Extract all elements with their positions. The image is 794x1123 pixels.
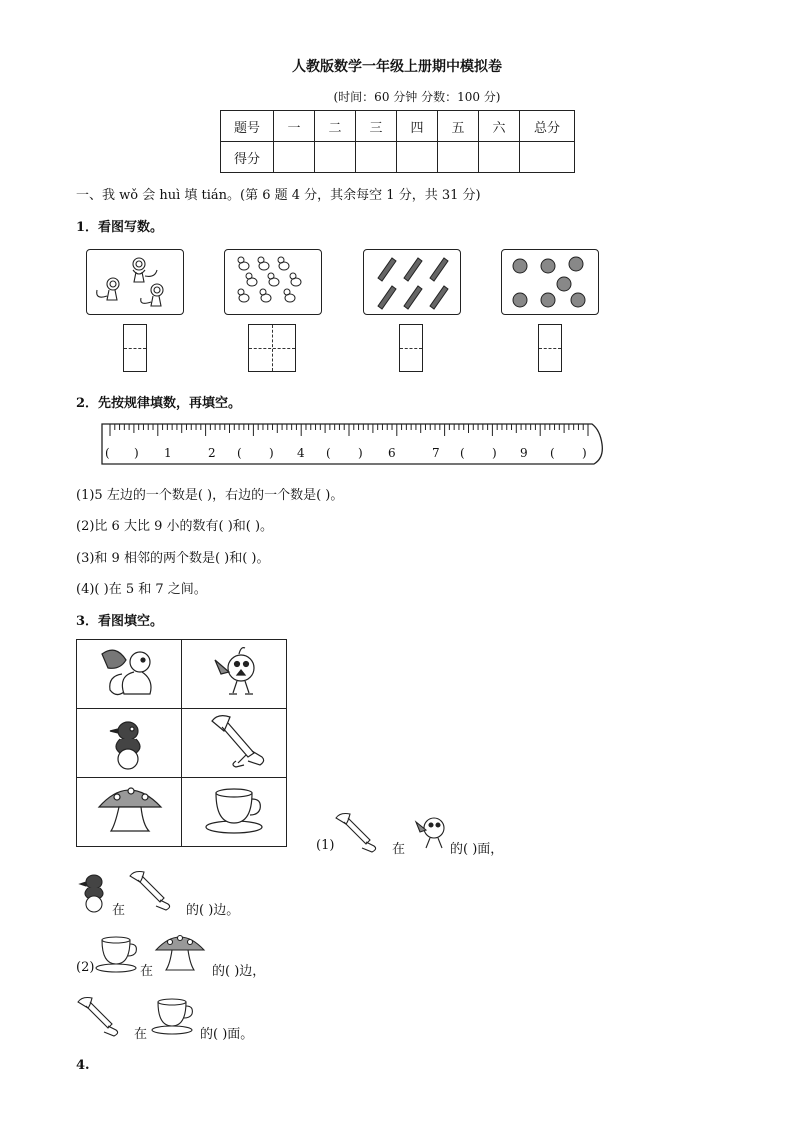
question-1-label: 1．看图写数。: [76, 220, 164, 235]
grid-cell-trumpet: [182, 709, 287, 778]
score-cell[interactable]: [356, 142, 397, 173]
question-2-part-3: (3)和 9 相邻的两个数是( )和( )。: [76, 551, 270, 566]
score-table: [220, 110, 575, 173]
ruler-label: 1: [164, 446, 172, 460]
chick-icon: [225, 250, 321, 314]
q3-part3-mid: 在: [140, 964, 154, 979]
ruler-label: ): [582, 446, 587, 460]
penguin-icon: [94, 713, 164, 769]
answer-cell-monkeys[interactable]: [123, 324, 147, 372]
score-cell[interactable]: [274, 142, 315, 173]
basketball-icon: [502, 250, 598, 314]
squirrel-icon: [94, 644, 164, 700]
score-row-label: 得分: [221, 142, 274, 173]
ruler-label: 2: [208, 446, 216, 460]
score-cell[interactable]: [438, 142, 479, 173]
q3-part1-prefix: (1): [316, 838, 335, 853]
penguin-icon: [76, 870, 112, 914]
question-4-label: 4.: [76, 1058, 90, 1073]
score-header-cell: 三: [356, 111, 397, 142]
grid-cell-squirrel: [77, 640, 182, 709]
answer-cell-basketballs[interactable]: [538, 324, 562, 372]
score-header-cell: 总分: [520, 111, 575, 142]
ruler-label: (: [105, 446, 110, 460]
trumpet-icon: [196, 711, 272, 771]
answer-cell-chicks[interactable]: [248, 324, 296, 372]
score-table-score-row: [221, 142, 575, 173]
ruler-label: ): [269, 446, 274, 460]
ruler-label: 9: [520, 446, 528, 460]
question-2-label: 2．先按规律填数，再填空。: [76, 396, 242, 411]
ruler-labels: [100, 446, 600, 462]
grid-cell-cup: [182, 778, 287, 847]
q3-part1-end: 的( )面，: [450, 842, 504, 857]
answer-cell-pencils[interactable]: [399, 324, 423, 372]
score-header-cell: 六: [479, 111, 520, 142]
page-title: 人教版数学一年级上册期中模拟卷: [292, 59, 502, 75]
q3-part4-mid: 在: [134, 1027, 148, 1042]
q3-part2-end: 的( )边。: [186, 903, 240, 918]
score-header-cell: 四: [397, 111, 438, 142]
q3-part3-prefix: (2): [76, 960, 95, 975]
basketballs-picture-box: [501, 249, 599, 315]
score-table-header-row: [221, 111, 575, 142]
ruler-label: ): [134, 446, 139, 460]
grid-cell-penguin: [77, 709, 182, 778]
cup-icon: [196, 781, 272, 839]
score-cell[interactable]: [520, 142, 575, 173]
bird-icon: [199, 644, 269, 700]
q3-part1-mid: 在: [392, 842, 406, 857]
question-2-part-1: (1)5 左边的一个数是( )，右边的一个数是( )。: [76, 488, 344, 503]
trumpet-icon: [128, 866, 188, 914]
grid-cell-mushroom: [77, 778, 182, 847]
question-2-part-2: (2)比 6 大比 9 小的数有( )和( )。: [76, 519, 274, 534]
ruler-label: (: [550, 446, 555, 460]
ruler-label: 4: [297, 446, 305, 460]
ruler-label: (: [237, 446, 242, 460]
cup-icon: [150, 996, 198, 1036]
section-heading: 一、我 wǒ 会 huì 填 tián。(第 6 题 4 分，其余每空 1 分，共 31 分): [76, 188, 481, 203]
cup-icon: [94, 934, 140, 974]
ruler-label: ): [492, 446, 497, 460]
score-cell[interactable]: [397, 142, 438, 173]
trumpet-icon: [334, 808, 392, 854]
monkeys-picture-box: [86, 249, 184, 315]
ruler-label: (: [460, 446, 465, 460]
trumpet-icon: [76, 992, 136, 1038]
question-3-label: 3．看图填空。: [76, 614, 164, 629]
score-header-cell: 五: [438, 111, 479, 142]
picture-grid: [76, 639, 287, 847]
score-header-cell: 题号: [221, 111, 274, 142]
score-header-cell: 一: [274, 111, 315, 142]
exam-info: (时间：60 分钟 分数：100 分): [333, 90, 501, 104]
pencils-picture-box: [363, 249, 461, 315]
score-header-cell: 二: [315, 111, 356, 142]
q3-part4-end: 的( )面。: [200, 1027, 254, 1042]
monkey-icon: [87, 250, 183, 314]
ruler-label: ): [358, 446, 363, 460]
ruler-label: 7: [432, 446, 440, 460]
grid-cell-bird: [182, 640, 287, 709]
score-cell[interactable]: [479, 142, 520, 173]
ruler-label: (: [326, 446, 331, 460]
mushroom-icon: [154, 930, 206, 974]
score-cell[interactable]: [315, 142, 356, 173]
question-2-part-4: (4)( )在 5 和 7 之间。: [76, 582, 207, 597]
ruler-label: 6: [388, 446, 396, 460]
q3-part3-end: 的( )边，: [212, 964, 266, 979]
chicks-picture-box: [224, 249, 322, 315]
mushroom-icon: [91, 781, 167, 839]
pencil-icon: [364, 250, 460, 314]
q3-part2-mid: 在: [112, 903, 126, 918]
bird-icon: [412, 808, 452, 854]
